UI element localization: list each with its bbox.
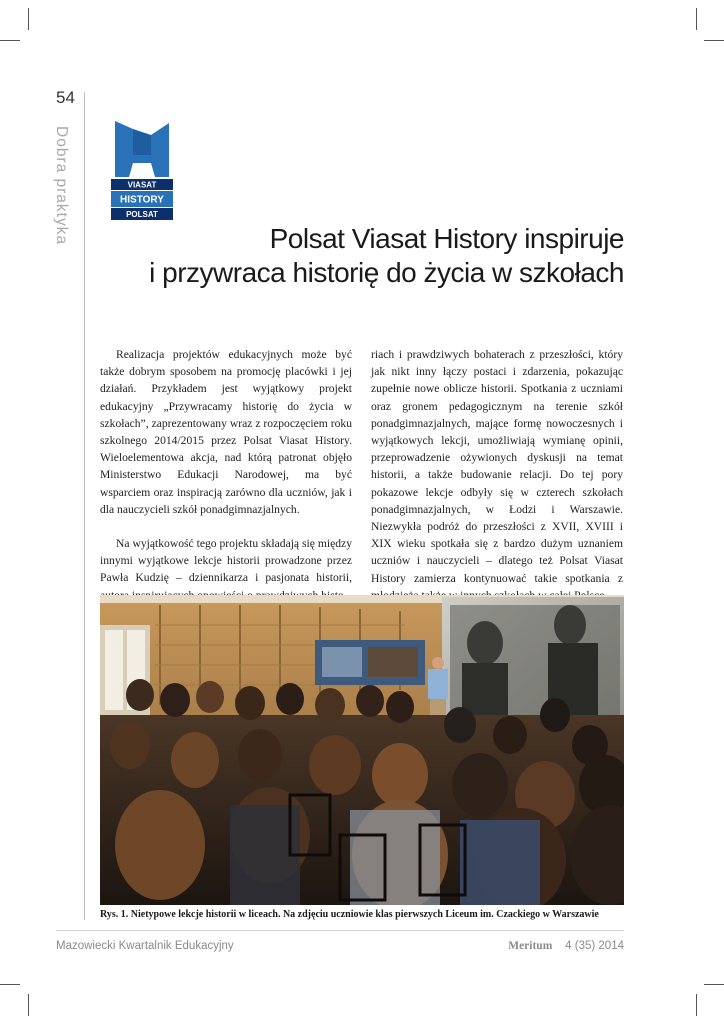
title-line-1: Polsat Viasat History inspiruje xyxy=(269,223,624,254)
section-label xyxy=(50,126,76,256)
text-column-right xyxy=(371,346,623,604)
crop-mark xyxy=(696,994,697,1016)
logo-text-3: POLSAT xyxy=(126,210,158,219)
logo-h-shade xyxy=(133,129,151,155)
footer-rule xyxy=(56,930,624,931)
viasat-history-logo xyxy=(111,121,173,221)
photo-banner-panel xyxy=(368,647,418,677)
figure-caption: Rys. 1. Nietypowe lekcje historii w liceach. Na zdjęciu uczniowie klas pierwszych Liceum im. Czackiego w Warszawie xyxy=(100,909,599,920)
crop-mark xyxy=(696,8,697,30)
title-line-2: i przywraca historię do życia w szkołach xyxy=(149,257,624,288)
paragraph: Realizacja projektów edukacyjnych może być także dobrym sposobem na promocję placówki i jej działań. Przykładem jest wyjątkowy projekt edukacyjny „Przywracamy historię do życia w szkołach”, zaprezentowany wraz z rozpoczęciem roku szkolnego 2014/2015 przez Polsat Viasat History. Wieloelementowa akcja, nad którą patronat objęło Ministerstwo Edukacji Narodowej, ma być wsparciem oraz inspiracją zarówno dla uczniów, jak i dla nauczycieli szkół ponadgimnazjalnych. xyxy=(100,348,352,516)
photo-door-glass xyxy=(105,630,123,710)
margin-rule xyxy=(84,92,85,920)
crop-mark xyxy=(0,984,20,985)
logo-text-2: HISTORY xyxy=(120,194,164,206)
presenter-head xyxy=(432,657,444,669)
crop-mark xyxy=(704,40,724,41)
crop-mark xyxy=(28,8,29,30)
paragraph: riach i prawdziwych bohaterach z przeszłości, który jak nikt inny łączy postaci i zdarzenia, pokazując zupełnie nowe oblicze historii. Spotkania z uczniami oraz gronem pedagogicznym na terenie szkół ponadgimnazjalnych, mające formę nowoczesnych i wyjątkowych lekcji, umożliwiają wymianę opinii, przeprowadzenie ożywionych dyskusji na temat historii, a także budowanie relacji. Do tej pory pokazowe lekcje odbyły się w czterech szkołach ponadgimnazjalnych, w Łodzi i Warszawie. Niezwykła podróż do przeszłości z XVII, XVIII i XIX wieku spotkała się z bardzo dużym uznaniem uczniów i nauczycieli – dlatego też Polsat Viasat History zamierza kontynuować takie spotkania z xyxy=(371,348,623,585)
crop-mark xyxy=(704,984,724,985)
article-title xyxy=(96,222,624,290)
page-number: 54 xyxy=(56,88,75,107)
section-label-text: Dobra praktyka xyxy=(53,126,70,246)
projected-figure xyxy=(467,621,503,665)
journal-brand: Meritum xyxy=(508,940,553,952)
projected-figure xyxy=(554,605,586,645)
paragraph: Na wyjątkowość tego projektu składają się między innymi wyjątkowe lekcje historii prowadzone przez Pawła Kudzię – dziennikarza i pasjonata historii, xyxy=(100,537,352,585)
footer-issue-block xyxy=(508,940,624,952)
crop-mark xyxy=(28,994,29,1016)
crop-mark xyxy=(0,40,20,41)
journal-name: Mazowiecki Kwartalnik Edukacyjny xyxy=(56,940,234,952)
issue-number: 4 (35) 2014 xyxy=(565,940,624,952)
text-column-left xyxy=(100,346,352,604)
classroom-photo xyxy=(100,595,624,905)
logo-text-1: VIASAT xyxy=(127,180,157,190)
photo-banner-panel xyxy=(322,647,362,677)
presenter-shirt xyxy=(428,669,448,699)
